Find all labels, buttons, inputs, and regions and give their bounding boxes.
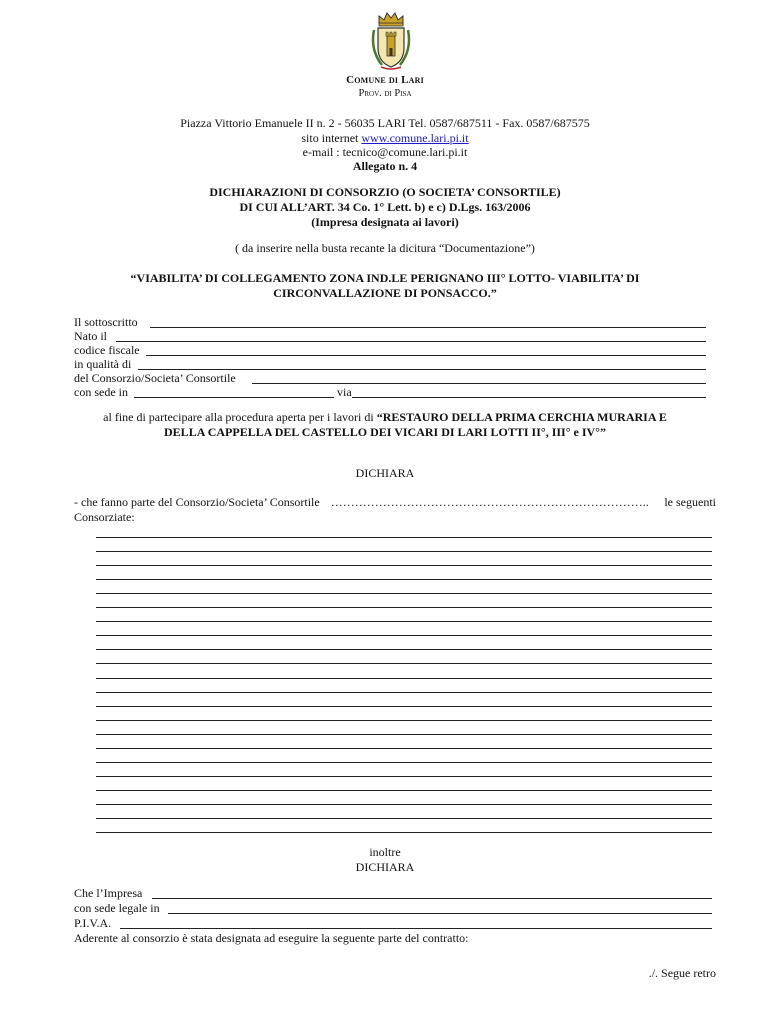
blank-line[interactable] — [96, 552, 712, 566]
field-qualita-label: in qualità di — [74, 357, 132, 371]
aderente-text: Aderente al consorzio è stata designata ad eseguire la seguente parte del contratto: — [74, 931, 469, 945]
field-qualita — [74, 357, 131, 372]
segue-retro-label: ./. Segue retro — [648, 966, 716, 980]
purpose-prefix: al fine di partecipare alla procedura aperta per i lavori di — [103, 410, 377, 424]
field-qualita-line[interactable] — [138, 357, 706, 370]
field-nato — [74, 329, 107, 344]
piva-label: P.I.V.A. — [74, 916, 112, 930]
field-via-label: via — [337, 385, 352, 399]
comune-di-lari-coat-of-arms-icon — [368, 10, 414, 72]
title-line-3: (Impresa designata ai lavori) — [311, 215, 459, 229]
consorziate-line-1 — [74, 495, 716, 510]
envelope-note: ( da inserire nella busta recante la dicitura “Documentazione”) — [235, 241, 535, 255]
provincia-name: Prov. di Pisa — [358, 88, 412, 99]
field-consorzio-line[interactable] — [252, 371, 706, 384]
blank-line[interactable] — [96, 679, 712, 693]
blank-line[interactable] — [96, 763, 712, 777]
blank-line[interactable] — [96, 805, 712, 819]
project-title-line-1: “VIABILITA’ DI COLLEGAMENTO ZONA IND.LE PERIGNANO III° LOTTO- VIABILITA’ DI — [130, 271, 640, 285]
title-line-1: DICHIARAZIONI DI CONSORZIO (O SOCIETA’ CONSORTILE) — [209, 185, 561, 199]
blank-line[interactable] — [96, 735, 712, 749]
blank-line[interactable] — [96, 777, 712, 791]
comune-name: Comune di Lari — [346, 74, 424, 86]
project-title-line-2: CIRCONVALLAZIONE DI PONSACCO.” — [273, 286, 497, 300]
blank-line[interactable] — [96, 538, 712, 552]
consorziate-line-2: Consorziate: — [74, 510, 135, 524]
blank-line[interactable] — [96, 524, 712, 538]
inoltre-label: inoltre — [369, 845, 401, 859]
consorziate-suffix: le seguenti — [664, 495, 716, 509]
impresa-label: Che l’Impresa — [74, 886, 143, 900]
field-consorzio-label: del Consorzio/Societa’ Consortile — [74, 371, 236, 385]
blank-line[interactable] — [96, 594, 712, 608]
sede-legale-line[interactable] — [168, 901, 712, 914]
allegato-label: Allegato n. 4 — [352, 159, 418, 173]
blank-line[interactable] — [96, 636, 712, 650]
website-link[interactable]: www.comune.lari.pi.it — [361, 131, 469, 145]
field-sottoscritto-label: Il sottoscritto — [74, 315, 138, 329]
blank-line[interactable] — [96, 608, 712, 622]
blank-line[interactable] — [96, 693, 712, 707]
website-line — [0, 131, 770, 146]
blank-line[interactable] — [96, 580, 712, 594]
email-line: e-mail : tecnico@comune.lari.pi.it — [302, 145, 468, 159]
address-line: Piazza Vittorio Emanuele II n. 2 - 56035 LARI Tel. 0587/687511 - Fax. 0587/687575 — [180, 116, 590, 130]
blank-line[interactable] — [96, 622, 712, 636]
field-sede-label: con sede in — [74, 385, 128, 399]
field-codice-fiscale-line[interactable] — [146, 343, 706, 356]
blank-line[interactable] — [96, 650, 712, 664]
blank-line[interactable] — [96, 819, 712, 833]
blank-line[interactable] — [96, 721, 712, 735]
field-sottoscritto-line[interactable] — [150, 315, 706, 328]
consorziate-blank-lines[interactable] — [96, 524, 712, 833]
purpose-line-2: DELLA CAPPELLA DEL CASTELLO DEI VICARI DI LARI LOTTI II°, III° e IV°” — [164, 425, 606, 439]
purpose-line-1 — [0, 410, 770, 425]
field-nato-line[interactable] — [116, 329, 706, 342]
blank-line[interactable] — [96, 664, 712, 678]
sede-legale-label: con sede legale in — [74, 901, 160, 915]
sede-legale-field — [74, 901, 160, 916]
impresa-line[interactable] — [152, 886, 712, 899]
field-via — [337, 385, 352, 400]
dichiara-heading-2: DICHIARA — [355, 860, 415, 874]
field-nato-label: Nato il — [74, 329, 107, 343]
title-line-2: DI CUI ALL’ART. 34 Co. 1° Lett. b) e c) D.Lgs. 163/2006 — [239, 200, 531, 214]
blank-line[interactable] — [96, 707, 712, 721]
field-sede — [74, 385, 128, 400]
field-via-line[interactable] — [352, 385, 706, 398]
field-sede-line[interactable] — [134, 385, 334, 398]
field-codice-fiscale-label: codice fiscale — [74, 343, 140, 357]
blank-line[interactable] — [96, 791, 712, 805]
website-label: sito internet — [301, 131, 359, 145]
dichiara-heading: DICHIARA — [355, 466, 415, 480]
blank-line[interactable] — [96, 749, 712, 763]
field-consorzio — [74, 371, 236, 386]
purpose-bold: “RESTAURO DELLA PRIMA CERCHIA MURARIA E — [376, 410, 667, 424]
consorziate-dots[interactable]: …………………………………………………………………….. — [330, 495, 649, 509]
consorziate-prefix: - che fanno parte del Consorzio/Societa’ Consortile — [74, 495, 320, 509]
blank-line[interactable] — [96, 566, 712, 580]
field-sottoscritto — [74, 315, 138, 330]
impresa-field — [74, 886, 142, 901]
piva-field — [74, 916, 111, 931]
piva-line[interactable] — [120, 916, 712, 929]
field-codice-fiscale — [74, 343, 140, 358]
